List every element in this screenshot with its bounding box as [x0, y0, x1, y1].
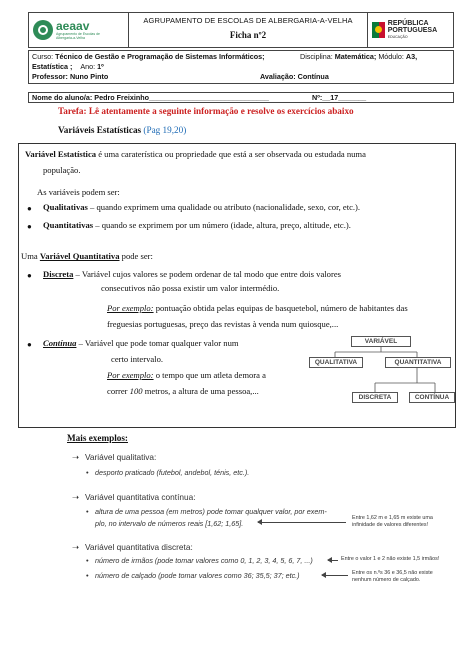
qualitative-text: – quando exprimem uma qualidade ou atributo (nacionalidade, sexo, cor, etc.). [87, 202, 361, 212]
continuous-note [352, 515, 433, 529]
arrow-left-icon [322, 575, 348, 576]
arrow-right-icon: ➝ [72, 492, 79, 502]
qualitative-item [43, 201, 360, 214]
header-table [28, 12, 454, 48]
discrete-example-text: pontuação obtida pelas equipas de basquetebol, número de habitantes das [153, 303, 408, 313]
discrete-note-2a: Entre os n.ºs 36 e 36,5 não existe [352, 570, 433, 576]
discrete-example-1 [107, 302, 408, 315]
continuous-line-2: certo intervalo. [111, 354, 164, 364]
diagram-node-root: VARIÁVEL [351, 336, 411, 347]
discrete-example-label: Por exemplo: [107, 303, 154, 313]
discrete-example-2: freguesias portuguesas, preço das revistas à venda num quiosque,... [107, 319, 339, 329]
task-instruction: Tarefa: Lê atentamente a seguinte informação e resolve os exercícios abaixo [58, 106, 354, 116]
qualitative-example-item: desporto praticado (futebol, andebol, ténis, etc.). [95, 468, 250, 477]
quantitative-intro-b: pode ser: [119, 251, 153, 261]
continuous-example-1 [107, 369, 266, 382]
discrete-line-2: consecutivos não possa existir um valor intermédio. [101, 283, 280, 293]
ano-label: Ano: [80, 62, 96, 71]
bullet-icon: ● [27, 271, 32, 280]
bullet-icon: • [86, 507, 89, 516]
arrow-right-icon: ➝ [72, 452, 79, 462]
continuous-example-heading: Variável quantitativa contínua: [85, 492, 196, 502]
quantitative-intro-a: Uma [21, 251, 40, 261]
discrete-example-heading: Variável quantitativa discreta: [85, 542, 193, 552]
avaliacao: Avaliação: Contínua [260, 72, 329, 81]
continuous-example-text: o tempo que um atleta demora a [153, 370, 266, 380]
arrow-right-icon: ➝ [72, 542, 79, 552]
continuous-example-2 [107, 385, 259, 398]
discrete-note-1: Entre o valor 1 e 2 não existe 1,5 irmãos! [341, 556, 440, 562]
header-title [129, 13, 367, 47]
more-examples-title: Mais exemplos: [67, 433, 128, 443]
variable-diagram [305, 335, 457, 413]
continuous-example-item-1: altura de uma pessoa (em metros) pode tomar qualquer valor, por exem- [95, 507, 327, 516]
republic-logo-name: REPÚBLICA PORTUGUESA [387, 20, 438, 35]
section-title [58, 125, 186, 135]
arrow-left-icon [258, 522, 346, 523]
discrete-text: – Variável cujos valores se podem ordenar de tal modo que entre dois valores [73, 269, 341, 279]
diagram-node-discreta: DISCRETA [352, 392, 398, 403]
section-title-text: Variáveis Estatísticas [58, 125, 142, 135]
qualitative-example-heading: Variável qualitativa: [85, 452, 157, 462]
continuous-example-2a: correr [107, 386, 130, 396]
definition-term: Variável Estatística [25, 149, 97, 159]
sheet-number: Ficha nº2 [229, 30, 267, 40]
course-info [28, 50, 454, 84]
continuous-note-2: infinidade de valores diferentes! [352, 522, 429, 528]
discrete-note-2 [352, 570, 433, 584]
school-logo [29, 13, 129, 47]
school-logo-subtitle: Agrupamento de Escolas de Albergaria-a-Velha [56, 31, 100, 40]
diagram-node-qualitativa: QUALITATIVA [309, 357, 363, 368]
arrow-left-icon [328, 560, 338, 561]
definition-text: é uma caraterística ou propriedade que está a ser observada ou estudada numa [96, 149, 366, 159]
quantitative-intro-term: Variável Quantitativa [39, 251, 120, 261]
school-logo-icon [33, 20, 53, 40]
continuous-term: Contínua [43, 338, 77, 348]
bullet-icon: • [86, 468, 89, 477]
continuous-note-1: Entre 1,62 m e 1,65 m existe uma [352, 515, 433, 521]
quantitative-text: – quando se exprimem por um número (idade, altura, preço, altitude, etc.). [93, 220, 351, 230]
modulo-value: A3, [405, 52, 418, 61]
diagram-node-continua: CONTÍNUA [409, 392, 455, 403]
definition-line-2: população. [43, 165, 81, 175]
discrete-note-2b: nenhum número de calçado. [352, 577, 421, 583]
section-pages: (Pag 19,20) [143, 125, 187, 135]
republic-logo [367, 13, 453, 47]
quantitative-term: Quantitativas [43, 220, 94, 230]
bullet-icon: • [86, 571, 89, 580]
discrete-example-item-2: número de calçado (pode tomar valores como 36; 35,5; 37; etc.) [95, 571, 300, 580]
bullet-icon: • [86, 556, 89, 565]
portugal-flag-icon [372, 22, 385, 38]
student-number: Nº:__17_______ [312, 93, 367, 102]
quantitative-item [43, 219, 351, 232]
bullet-icon: ● [27, 222, 32, 231]
qualitative-term: Qualitativas [43, 202, 88, 212]
continuous-example-number: 100 [129, 386, 143, 396]
disciplina-value: Matemática; [334, 52, 377, 61]
professor: Professor: Nuno Pinto [32, 72, 109, 81]
republic-logo-subtitle: EDUCAÇÃO [387, 35, 408, 40]
types-intro: As variáveis podem ser: [37, 187, 120, 197]
curso-label: Curso: [32, 52, 54, 61]
quantitative-intro [21, 250, 153, 263]
ano-value: 1º [97, 62, 104, 71]
continuous-example-item-2: plo, no intervalo de números reais [1,62; 1,65]. [95, 519, 244, 528]
disciplina-label: Disciplina: [300, 52, 333, 61]
modulo-continuation: Estatística ; [32, 62, 73, 71]
diagram-node-quantitativa: QUANTITATIVA [385, 357, 451, 368]
continuous-example-label: Por exemplo: [107, 370, 154, 380]
definition-line-1 [25, 148, 451, 161]
bullet-icon: ● [27, 340, 32, 349]
continuous-line-1 [43, 337, 239, 350]
discrete-example-item-1: número de irmãos (pode tomar valores como 0, 1, 2, 3, 4, 5, 6, 7, ...) [95, 556, 313, 565]
continuous-text: – Variável que pode tomar qualquer valor num [76, 338, 239, 348]
curso-value: Técnico de Gestão e Programação de Sistemas Informáticos; [55, 52, 265, 61]
student-name: Nome do aluno/a: Pedro Freixinho______________________________ [32, 93, 269, 102]
modulo-label: Módulo: [378, 52, 404, 61]
discrete-term: Discreta [43, 269, 74, 279]
bullet-icon: ● [27, 204, 32, 213]
continuous-example-2b: metros, a altura de uma pessoa,... [142, 386, 259, 396]
student-name-box [28, 92, 454, 103]
school-logo-name: aeaav [56, 18, 90, 33]
school-name: AGRUPAMENTO DE ESCOLAS DE ALBERGARIA-A-VELHA [143, 16, 353, 25]
discrete-line-1 [43, 268, 453, 281]
